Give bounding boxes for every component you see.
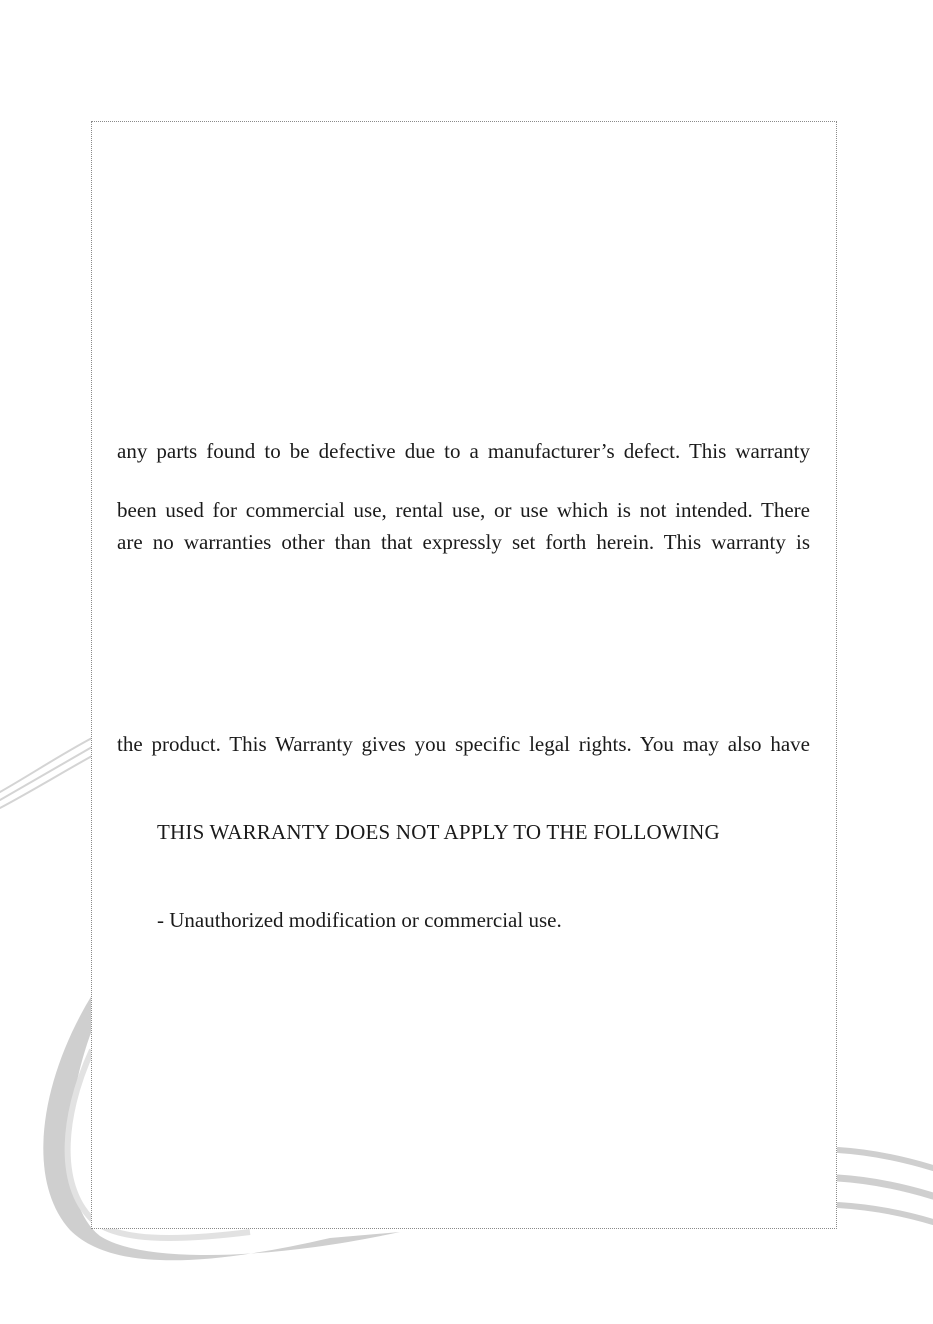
warranty-text-line: the product. This Warranty gives you specific legal rights. You may also have [117, 732, 810, 756]
warranty-text-line: been used for commercial use, rental use, or use which is not intended. There [117, 498, 810, 522]
warranty-text-line: are no warranties other than that expressly set forth herein. This warranty is [117, 530, 810, 554]
exclusion-item: - Unauthorized modification or commercial use. [157, 908, 562, 932]
exclusions-heading: THIS WARRANTY DOES NOT APPLY TO THE FOLLOWING [157, 820, 720, 844]
document-frame [91, 121, 837, 1229]
warranty-text-line: any parts found to be defective due to a manufacturer’s defect. This warranty [117, 439, 810, 463]
